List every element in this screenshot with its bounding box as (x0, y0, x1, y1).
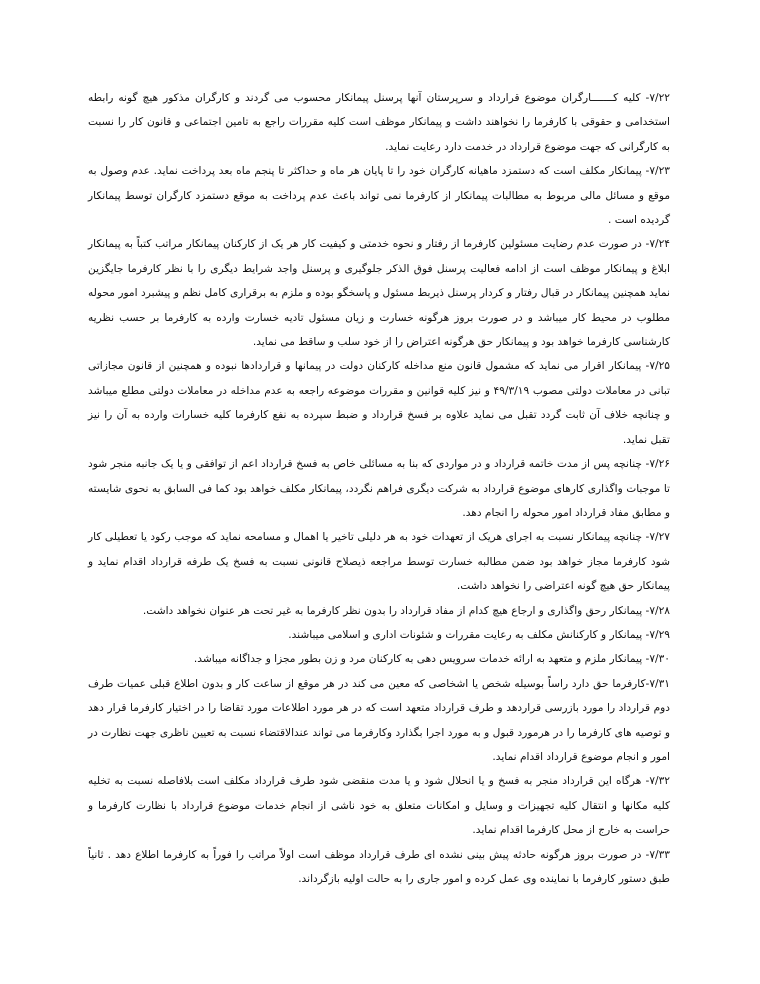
clause-7-33: ۷/۳۳- در صورت بروز هرگونه حادثه پیش بینی نشده ای طرف قرارداد موظف است اولاً مراتب را فوراً به کارفرما اطلاع دهد . ثانیاً طبق دستور کارفرما با نماینده وی عمل کرده و امور جاری را به حالت اولیه بازگرداند. (88, 848, 670, 885)
clause-7-25: ۷/۲۵- پیمانکار اقرار می نماید که مشمول قانون منع مداخله کارکنان دولت در پیمانها و قراردادها نبوده و همچنین از قانون مجازاتی تبانی در معاملات دولتی مصوب ۴۹/۳/۱۹ و نیز کلیه قوانین و مقررات موضوعه راجعه به عدم مداخله در معاملات دولتی مطلع میباشد و چنانچه خلاف آن ثابت گردد تقبل می نماید علاوه بر فسخ قرارداد و ضبط سپرده به نفع کارفرما کلیه خسارات وارده به آن را نیز تقبل نماید. (88, 360, 670, 446)
clause-7-23: ۷/۲۳- پیمانکار مکلف است که دستمزد ماهیانه کارگران خود را تا پایان هر ماه و حداکثر تا پنجم ماه بعد پرداخت نماید. عدم وصول به موقع و مسائل مالی مربوط به مطالبات پیمانکار از کارفرما نمی تواند باعث عدم پرداخت به موقع دستمزد کارگران توسط پیمانکار گردیده است . (88, 165, 670, 227)
clause-7-27: ۷/۲۷- چنانچه پیمانکار نسبت به اجرای هریک از تعهدات خود به هر دلیلی تاخیر یا اهمال و مسامحه نماید که موجب رکود یا تعطیلی کار شود کارفرما مجاز خواهد بود ضمن مطالبه خسارت توسط مراجعه ذیصلاح قانونی نسبت به فسخ یک طرفه قرارداد اقدام نماید و پیمانکار حق هیچ گونه اعتراضی را نخواهد داشت. (88, 531, 670, 593)
clause-7-30: ۷/۳۰- پیمانکار ملزم و متعهد به ارائه خدمات سرویس دهی به کارکنان مرد و زن بطور مجزا و جداگانه میباشد. (193, 653, 670, 666)
clause-7-24: ۷/۲۴- در صورت عدم رضایت مسئولین کارفرما از رفتار و نحوه خدمتی و کیفیت کار هر یک از کارکنان پیمانکار مراتب کتباً به پیمانکار ابلاغ و پیمانکار موظف است از ادامه فعالیت پرسنل فوق الذکر جلوگیری و پرسنل واجد شرایط دیگری را با نظر کارفرما جایگزین نماید همچنین پیمانکار در قبال رفتار و کردار پرسنل ذیربط مسئول و پاسخگو بوده و ملزم به برقراری کامل نظم و پیشبرد امور محوله مطلوب در محیط کار میباشد و در صورت بروز هرگونه خسارت و زیان مسئول تادیه خسارت وارده به کارفرما بر حسب نظریه کارشناسی کارفرما خواهد بود و پیمانکار حق هرگونه اعتراض را از خود سلب و ساقط می نماید. (88, 238, 670, 349)
clause-7-28: ۷/۲۸- پیمانکار رحق واگذاری و ارجاع هیچ کدام از مفاد قرارداد را بدون نظر کارفرما به غیر تحت هر عنوان نخواهد داشت. (142, 604, 670, 617)
contract-clauses (88, 86, 670, 891)
clause-7-29: ۷/۲۹- پیمانکار و کارکنانش مکلف به رعایت مقررات و شئونات اداری و اسلامی میباشند. (288, 628, 670, 641)
clause-7-32: ۷/۳۲- هرگاه این قرارداد منجر به فسخ و یا انحلال شود و یا مدت منقضی شود طرف قرارداد مکلف است بلافاصله نسبت به تخلیه کلیه مکانها و انتقال کلیه تجهیزات و وسایل و امکانات متعلق به خود ناشی از انجام خدمات موضوع قرارداد با نظارت کارفرما و حراست به خارج از محل کارفرما اقدام نماید. (88, 775, 670, 837)
clause-7-22: ۷/۲۲- کلیه کـــــــارگران موضوع قرارداد و سرپرستان آنها پرسنل پیمانکار محسوب می گردند و کارگران مذکور هیچ گونه رابطه استخدامی و حقوقی با کارفرما را نخواهند داشت و پیمانکار موظف است کلیه مقررات راجع به تامین اجتماعی و قانون کار را نسبت به کارگرانی که جهت موضوع قرارداد در خدمت دارد رعایت نماید. (88, 92, 670, 153)
clause-7-31: ۷/۳۱-کارفرما حق دارد راساً بوسیله شخص یا اشخاصی که معین می کند در هر موقع از ساعت کار و بدون اطلاع قبلی عمیات طرف دوم قرارداد را مورد بازرسی قراردهد و طرف قرارداد متعهد است که در هر مورد اطلاعات مورد تقاضا را در اختیار کارفرما قرار دهد و توصیه های کارفرما را در هرمورد قبول و به مورد اجرا بگذارد وکارفرما می تواند عندالاقتضاء نسبت به تعیین ناظری جهت نظارت در امور و انجام موضوع قرارداد اقدام نماید. (88, 677, 670, 763)
clause-7-26: ۷/۲۶- چنانچه پس از مدت خاتمه قرارداد و در مواردی که بنا به مسائلی خاص به فسخ قرارداد اعم از توافقی و یا یک جانبه منجر شود تا موجبات واگذاری کارهای موضوع قرارداد به شرکت دیگری فراهم نگردد، پیمانکار مکلف خواهد بود کما فی السابق به نحوی شایسته و مطابق مفاد قرارداد امور محوله را انجام دهد. (88, 458, 670, 519)
